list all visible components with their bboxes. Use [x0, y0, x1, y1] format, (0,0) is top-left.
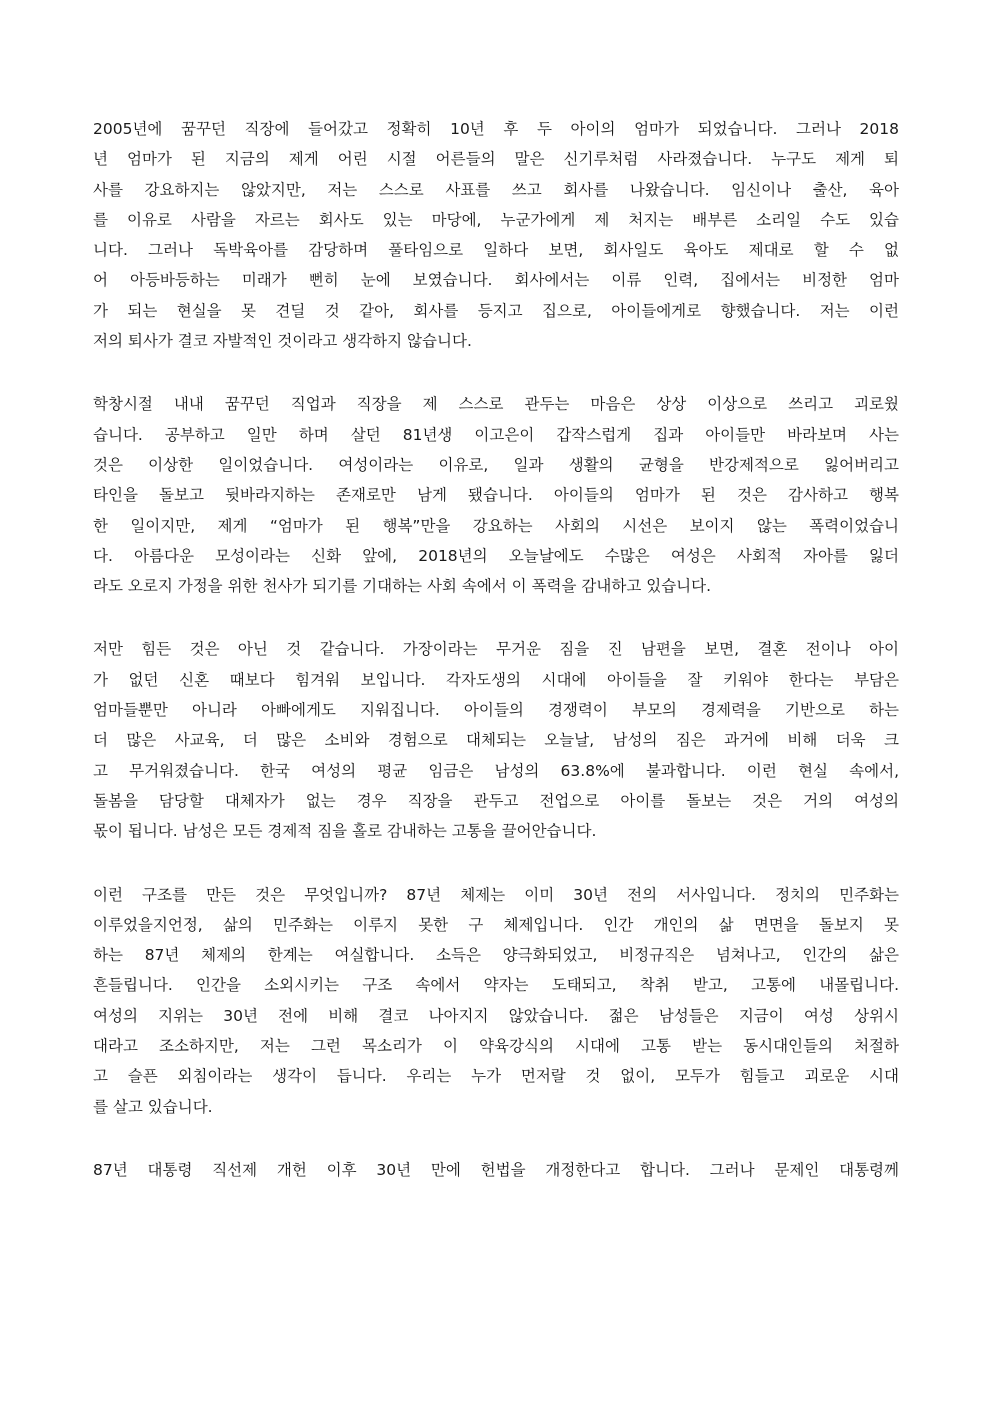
- text-line: 저만 힘든 것은 아닌 것 같습니다. 가장이라는 무거운 짐을 진 남편을 보면, 결혼 전이나 아이: [93, 640, 899, 659]
- text-line: 습니다. 공부하고 일만 하며 살던 81년생 이고은이 갑작스럽게 집과 아이들만 바라보며 사는: [93, 425, 899, 444]
- text-line: 어 아등바등하는 미래가 뻔히 눈에 보였습니다. 회사에서는 이류 인력, 집에서는 비정한 엄마: [93, 271, 899, 290]
- paragraph: [93, 634, 899, 846]
- text-line: 다. 아름다운 모성이라는 신화 앞에, 2018년의 오늘날에도 수많은 여성은 사회적 자아를 잃더: [93, 546, 899, 565]
- text-line: 여성의 지위는 30년 전에 비해 결코 나아지지 않았습니다. 젊은 남성들은 지금이 여성 상위시: [93, 1006, 899, 1025]
- text-line: 하는 87년 체제의 한계는 여실합니다. 소득은 양극화되었고, 비정규직은 넘쳐나고, 인간의 삶은: [93, 946, 899, 965]
- text-line: 몫이 됩니다. 남성은 모든 경제적 짐을 홀로 감내하는 고통을 끌어안습니다.: [93, 822, 597, 841]
- text-line: 저의 퇴사가 결코 자발적인 것이라고 생각하지 않습니다.: [93, 332, 472, 351]
- paragraph: [93, 114, 899, 356]
- text-line: 대라고 조소하지만, 저는 그런 목소리가 이 약육강식의 시대에 고통 받는 동시대인들의 처절하: [93, 1037, 899, 1056]
- text-line: 이루었을지언정, 삶의 민주화는 이루지 못한 구 체제입니다. 인간 개인의 삶 면면을 돌보지 못: [93, 915, 899, 934]
- text-line: 더 많은 사교육, 더 많은 소비와 경험으로 대체되는 오늘날, 남성의 짐은 과거에 비해 더욱 크: [93, 731, 899, 750]
- text-line: 흔들립니다. 인간을 소외시키는 구조 속에서 약자는 도태되고, 착취 받고, 고통에 내몰립니다.: [93, 976, 899, 995]
- text-line: 니다. 그러나 독박육아를 감당하며 풀타임으로 일하다 보면, 회사일도 육아도 제대로 할 수 없: [93, 241, 899, 260]
- text-line: 라도 오로지 가정을 위한 천사가 되기를 기대하는 사회 속에서 이 폭력을 감내하고 있습니다.: [93, 577, 712, 596]
- text-line: 엄마들뿐만 아니라 아빠에게도 지워집니다. 아이들의 경쟁력이 부모의 경제력을 기반으로 하는: [93, 701, 899, 720]
- text-line: 2005년에 꿈꾸던 직장에 들어갔고 정확히 10년 후 두 아이의 엄마가 되었습니다. 그러나 2018: [93, 120, 899, 138]
- paragraph: [93, 389, 899, 601]
- text-line: 사를 강요하지는 않았지만, 저는 스스로 사표를 쓰고 회사를 나왔습니다. 임신이나 출산, 육아: [93, 180, 899, 199]
- document-body: [93, 114, 899, 1218]
- text-line: 학창시절 내내 꿈꾸던 직업과 직장을 제 스스로 관두는 마음은 상상 이상으로 쓰리고 괴로웠: [93, 395, 899, 414]
- text-line: 고 슬픈 외침이라는 생각이 듭니다. 우리는 누가 먼저랄 것 없이, 모두가 힘들고 괴로운 시대: [93, 1067, 899, 1086]
- text-line: 것은 이상한 일이었습니다. 여성이라는 이유로, 일과 생활의 균형을 반강제적으로 잃어버리고: [93, 455, 899, 474]
- text-line: 고 무거워졌습니다. 한국 여성의 평균 임금은 남성의 63.8%에 불과합니다. 이런 현실 속에서,: [93, 761, 899, 780]
- paragraph: [93, 1155, 899, 1185]
- text-line: 타인을 돌보고 뒷바라지하는 존재로만 남게 됐습니다. 아이들의 엄마가 된 것은 감사하고 행복: [93, 486, 899, 505]
- text-line: 를 이유로 사람을 자르는 회사도 있는 마당에, 누군가에게 제 처지는 배부른 소리일 수도 있습: [93, 210, 899, 229]
- text-line: 돌봄을 담당할 대체자가 없는 경우 직장을 관두고 전업으로 아이를 돌보는 것은 거의 여성의: [93, 791, 899, 810]
- text-line: 년 엄마가 된 지금의 제게 어린 시절 어른들의 말은 신기루처럼 사라졌습니다. 누구도 제게 퇴: [93, 150, 899, 169]
- text-line: 87년 대통령 직선제 개헌 이후 30년 만에 헌법을 개정한다고 합니다. 그러나 문제인 대통령께: [93, 1160, 899, 1179]
- text-line: 가 없던 신혼 때보다 힘겨워 보입니다. 각자도생의 시대에 아이들을 잘 키워야 한다는 부담은: [93, 670, 899, 689]
- text-line: 가 되는 현실을 못 견딜 것 같아, 회사를 등지고 집으로, 아이들에게로 향했습니다. 저는 이런: [93, 301, 899, 320]
- text-line: 를 살고 있습니다.: [93, 1097, 213, 1116]
- text-line: 한 일이지만, 제게 “엄마가 된 행복”만을 강요하는 사회의 시선은 보이지 않는 폭력이었습니: [93, 516, 899, 535]
- paragraph: [93, 880, 899, 1122]
- text-line: 이런 구조를 만든 것은 무엇입니까? 87년 체제는 이미 30년 전의 서사입니다. 정치의 민주화는: [93, 885, 899, 904]
